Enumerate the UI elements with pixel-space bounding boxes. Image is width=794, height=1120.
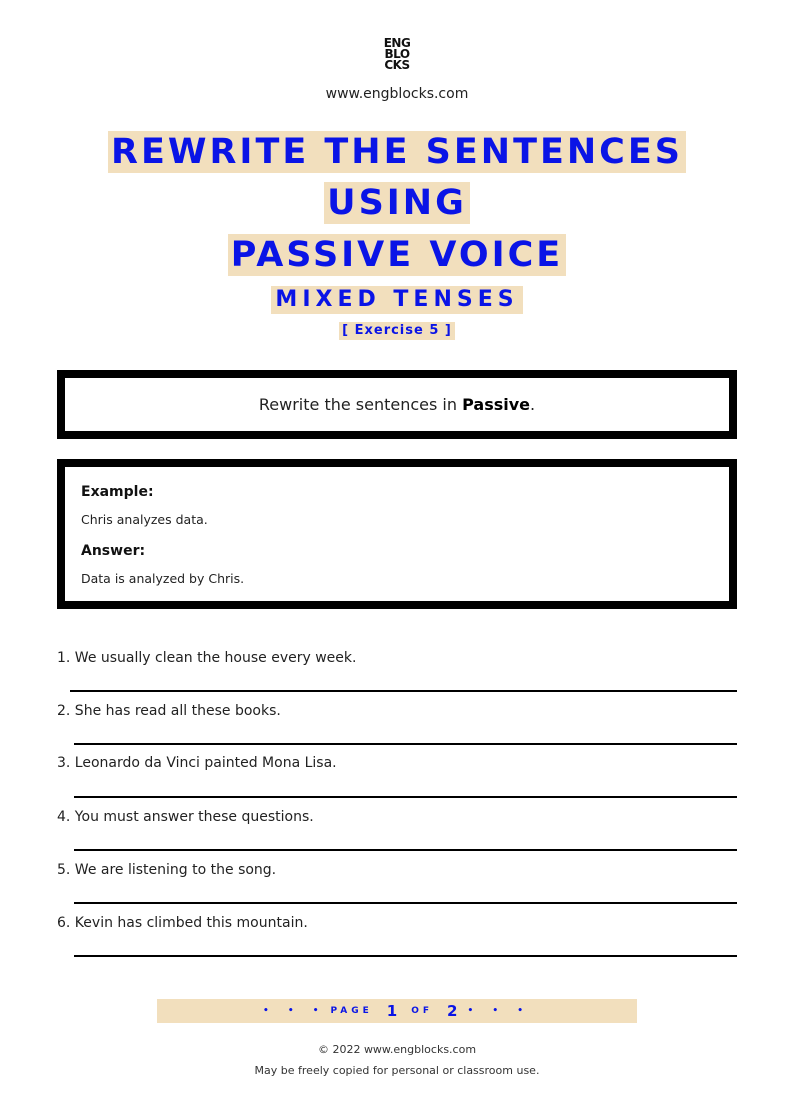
title-line-2: USING: [324, 182, 470, 224]
answer-label: Answer:: [81, 543, 146, 559]
question-4: 4. You must answer these questions.: [57, 809, 314, 825]
footer-copyright: © 2022 www.engblocks.com: [317, 1043, 477, 1056]
pager-current: 1: [386, 1002, 398, 1020]
question-1: 1. We usually clean the house every week.: [57, 650, 357, 666]
answer-line-1[interactable]: [70, 690, 737, 692]
pager-page-word: PAGE: [330, 1006, 373, 1016]
question-2: 2. She has read all these books.: [57, 703, 281, 719]
title-line-1: REWRITE THE SENTENCES: [108, 131, 686, 173]
answer-line-5[interactable]: [74, 902, 737, 904]
logo-line-1: ENG: [383, 36, 411, 50]
question-5: 5. We are listening to the song.: [57, 862, 277, 878]
answer-line-2[interactable]: [74, 743, 737, 745]
instruction-text-before: Rewrite the sentences in: [258, 395, 463, 414]
pager-of-word: OF: [411, 1006, 434, 1016]
instruction-text-after: .: [530, 395, 536, 414]
pager-dots-right: • • •: [467, 1006, 532, 1016]
pager-dots-left: • • •: [262, 1006, 327, 1016]
title-line-1-wrap: [0, 131, 794, 173]
exercise-label-wrap: [0, 319, 794, 340]
example-text: Chris analyzes data.: [81, 512, 208, 527]
logo-line-3: CKS: [384, 58, 410, 72]
page-indicator: [157, 999, 637, 1023]
logo-line-2: BLO: [384, 47, 410, 61]
engblocks-logo: [0, 38, 794, 71]
site-url[interactable]: www.engblocks.com: [325, 86, 469, 102]
instruction-text: [259, 395, 535, 414]
question-3: 3. Leonardo da Vinci painted Mona Lisa.: [57, 755, 337, 771]
answer-text: Data is analyzed by Chris.: [81, 571, 245, 586]
answer-line-4[interactable]: [74, 849, 737, 851]
title-line-3-wrap: [0, 234, 794, 276]
footer-note: May be freely copied for personal or classroom use.: [254, 1064, 540, 1077]
exercise-label: [ Exercise 5 ]: [339, 322, 455, 340]
subtitle: MIXED TENSES: [271, 286, 522, 314]
subtitle-wrap: [0, 286, 794, 314]
title-line-3: PASSIVE VOICE: [228, 234, 566, 276]
example-box: [57, 459, 737, 609]
instruction-box: [57, 370, 737, 439]
title-line-2-wrap: [0, 182, 794, 224]
example-label: Example:: [81, 484, 154, 500]
answer-line-6[interactable]: [74, 955, 737, 957]
answer-line-3[interactable]: [74, 796, 737, 798]
pager-total: 2: [447, 1002, 458, 1020]
question-6: 6. Kevin has climbed this mountain.: [57, 915, 308, 931]
instruction-bold: Passive: [462, 395, 531, 414]
